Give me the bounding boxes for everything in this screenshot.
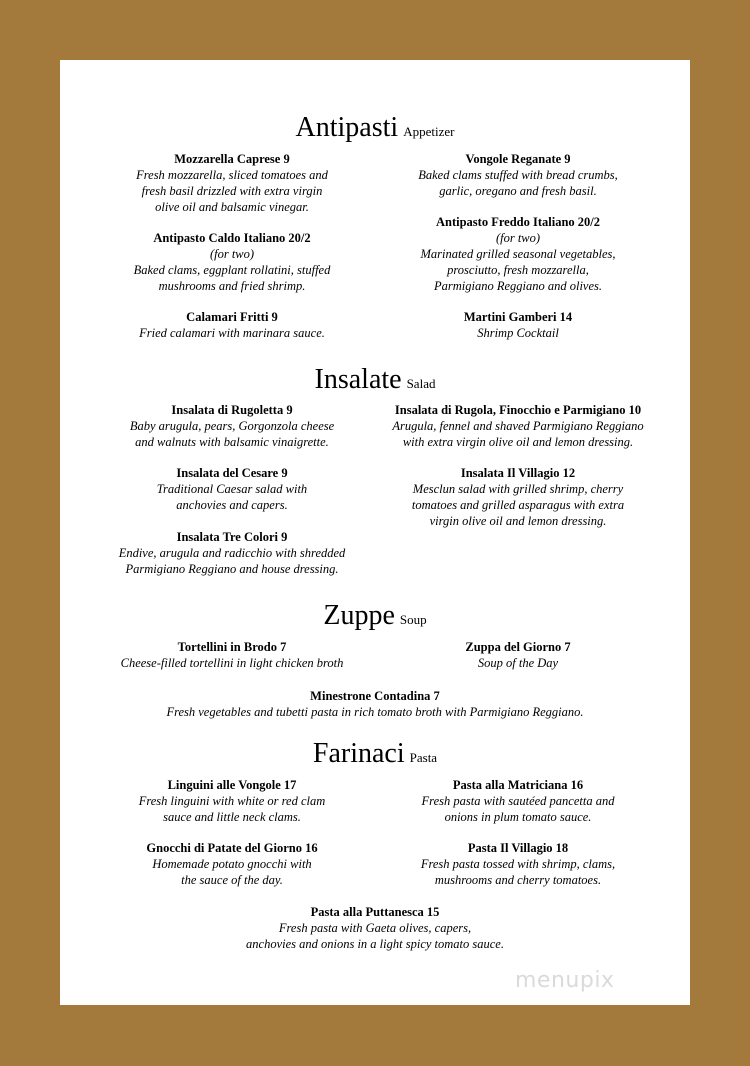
item-name: Insalata Il Villagio 12 [460, 466, 576, 480]
item-name: Pasta alla Puttanesca 15 [310, 905, 440, 919]
menu-item [82, 639, 382, 671]
item-name: Calamari Fritti 9 [186, 310, 278, 324]
menu-item [82, 151, 382, 215]
section-farinaci-heading [0, 738, 750, 770]
item-name: Minestrone Contadina 7 [310, 689, 440, 703]
menu-item [368, 214, 668, 294]
item-name: Vongole Reganate 9 [465, 152, 571, 166]
item-description: Baby arugula, pears, Gorgonzola cheese and walnuts with balsamic vinaigrette. [129, 419, 335, 449]
menu-item [95, 904, 655, 952]
item-description: Fried calamari with marinara sauce. [139, 326, 325, 340]
item-name: Tortellini in Brodo 7 [177, 640, 287, 654]
item-name: Mozzarella Caprese 9 [174, 152, 290, 166]
item-name: Antipasto Caldo Italiano 20/2 [153, 231, 311, 245]
item-name: Gnocchi di Patate del Giorno 16 [146, 841, 318, 855]
item-name: Insalata Tre Colori 9 [176, 530, 288, 544]
item-name: Insalata di Rugoletta 9 [171, 403, 293, 417]
item-name: Pasta Il Villagio 18 [467, 841, 569, 855]
section-antipasti-heading [0, 112, 750, 144]
section-title: Antipasti [295, 112, 399, 143]
item-description: Fresh vegetables and tubetti pasta in rich tomato broth with Parmigiano Reggiano. [166, 705, 584, 719]
item-description: Fresh pasta with sautéed pancetta and onions in plum tomato sauce. [421, 794, 615, 824]
item-description: Shrimp Cocktail [477, 326, 559, 340]
item-name: Pasta alla Matriciana 16 [452, 778, 584, 792]
section-insalate-heading [0, 364, 750, 396]
section-zuppe-heading [0, 600, 750, 632]
section-subtitle: Pasta [409, 750, 438, 765]
menu-item [368, 151, 668, 199]
menu-item [368, 465, 668, 529]
item-description: Arugula, fennel and shaved Parmigiano Reggiano with extra virgin olive oil and lemon dressing. [392, 419, 644, 449]
item-description: Fresh pasta with Gaeta olives, capers, anchovies and onions in a light spicy tomato sauce. [246, 921, 504, 951]
section-title: Zuppe [323, 600, 395, 631]
item-description: Traditional Caesar salad with anchovies and capers. [156, 482, 308, 512]
section-title: Farinaci [312, 738, 405, 769]
item-name: Antipasto Freddo Italiano 20/2 [435, 215, 601, 229]
item-description: Fresh mozzarella, sliced tomatoes and fresh basil drizzled with extra virgin olive oil and balsamic vinegar. [136, 168, 328, 214]
menu-item [368, 639, 668, 671]
menu-item [368, 777, 668, 825]
menu-item [82, 309, 382, 341]
section-subtitle: Salad [406, 376, 436, 391]
menu-item [82, 777, 382, 825]
menu-item [82, 230, 382, 294]
item-description: (for two) Baked clams, eggplant rollatini, stuffed mushrooms and fried shrimp. [133, 247, 331, 293]
item-description: Baked clams stuffed with bread crumbs, garlic, oregano and fresh basil. [418, 168, 618, 198]
item-name: Martini Gamberi 14 [463, 310, 573, 324]
item-description: Fresh pasta tossed with shrimp, clams, mushrooms and cherry tomatoes. [420, 857, 616, 887]
menu-item [368, 309, 668, 341]
item-description: Cheese-filled tortellini in light chicken broth [120, 656, 344, 670]
watermark-logo: menupix [515, 968, 615, 993]
item-name: Linguini alle Vongole 17 [167, 778, 297, 792]
item-description: Mesclun salad with grilled shrimp, cherry tomatoes and grilled asparagus with extra virgin olive oil and lemon dressing. [411, 482, 625, 528]
menu-item [368, 402, 668, 450]
item-description: Homemade potato gnocchi with the sauce of the day. [152, 857, 312, 887]
menu-item [95, 688, 655, 720]
section-title: Insalate [314, 364, 402, 395]
menu-item [82, 840, 382, 888]
item-name: Insalata del Cesare 9 [176, 466, 288, 480]
item-description: (for two) Marinated grilled seasonal vegetables, prosciutto, fresh mozzarella, Parmigiano Reggiano and olives. [420, 231, 616, 293]
menu-item [82, 402, 382, 450]
menu-item [82, 465, 382, 513]
item-description: Endive, arugula and radicchio with shredded Parmigiano Reggiano and house dressing. [118, 546, 346, 576]
menu-item [368, 840, 668, 888]
item-name: Insalata di Rugola, Finocchio e Parmigiano 10 [394, 403, 642, 417]
item-description: Soup of the Day [477, 656, 559, 670]
item-description: Fresh linguini with white or red clam sauce and little neck clams. [138, 794, 326, 824]
section-subtitle: Soup [399, 612, 427, 627]
section-subtitle: Appetizer [403, 124, 455, 139]
item-name: Zuppa del Giorno 7 [465, 640, 571, 654]
menu-item [82, 529, 382, 577]
